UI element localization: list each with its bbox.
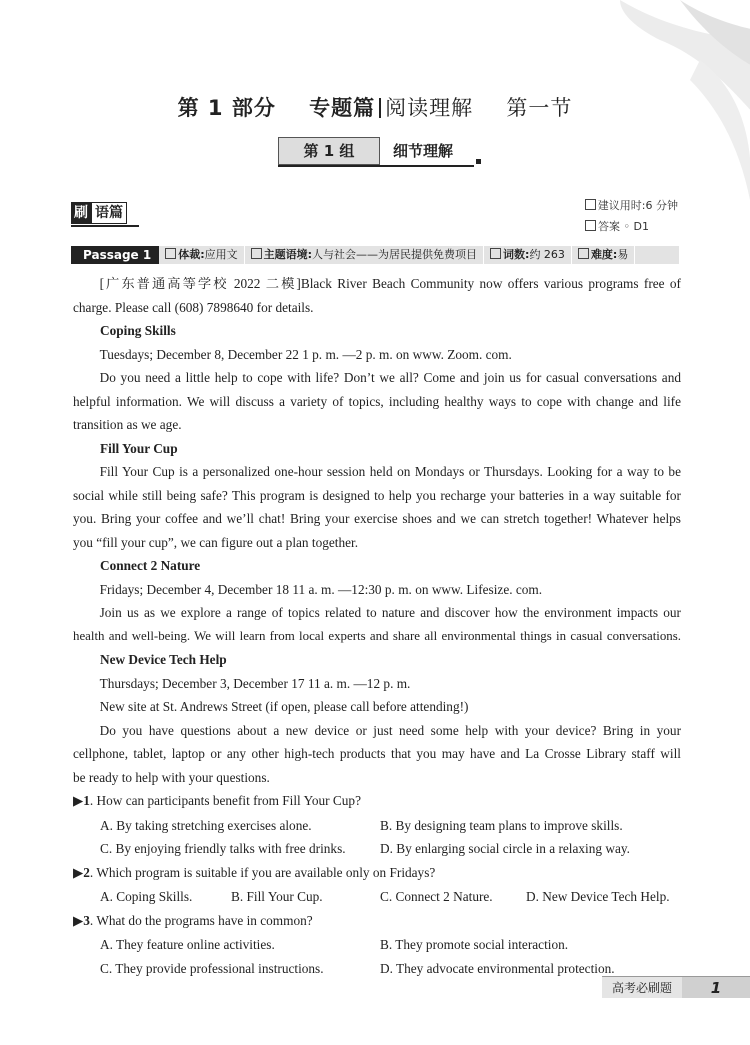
genre-icon [165, 248, 176, 259]
intro-line: [广东普通高等学校 2022 二模]Black River Beach Community now offers various programs free of [99, 276, 681, 291]
q3-options-row2 [73, 957, 681, 981]
option-a[interactable]: A. They feature online activities. [100, 937, 275, 952]
paragraph-line: Fill Your Cup is a personalized one-hour session held on Mondays or Thursdays. Looking for a way to be [99, 464, 681, 479]
paragraph-line: health and well-being. We will learn from local experts and share all environmental things in casual conversations. [73, 628, 681, 643]
section-heading: Connect 2 Nature [100, 558, 201, 573]
section-time: Tuesdays; December 8, December 22 1 p. m. —2 p. m. on www. Zoom. com. [99, 346, 512, 362]
q3-options-row1 [73, 933, 681, 957]
option-c[interactable]: C. Connect 2 Nature. [380, 889, 493, 904]
section-site: New site at St. Andrews Street (if open, please call before attending!) [99, 699, 469, 714]
section-heading: Coping Skills [100, 323, 176, 338]
suggested-time-text: 建议用时:6 分钟 [597, 199, 678, 212]
section-time: Fridays; December 4, December 18 11 a. m. —12:30 p. m. on www. Lifesize. com. [99, 581, 543, 597]
answer-label: 答案 [598, 220, 621, 233]
section-time: Thursdays; December 3, December 17 11 a. m. —12 p. m. [99, 675, 411, 691]
passage-tag: Passage 1 [71, 246, 159, 264]
paragraph-line: helpful information. We will discuss a variety of topics, including healthy ways to cope with change and life [73, 393, 681, 409]
q1-options-row2 [73, 837, 681, 861]
paragraph-line: you “fill your cup”, we can figure out a plan together. [73, 534, 359, 550]
intro-line-2: charge. Please call (608) 7898640 for details. [73, 299, 314, 315]
title-divider [379, 98, 381, 118]
title-topic: 专题篇 [309, 96, 376, 120]
bullet-icon: ◦ [620, 220, 634, 233]
answer-page: D1 [633, 220, 649, 233]
words-cell: 词数:约 263 [484, 246, 572, 264]
option-d[interactable]: D. By enlarging social circle in a relaxing way. [380, 841, 630, 856]
paragraph-line: Do you have questions about a new device or just need some help with your device? Bring in your [99, 722, 681, 738]
group-label: 第 1 组 [278, 137, 380, 165]
difficulty-cell: 难度:易 [572, 246, 635, 264]
section-heading: Fill Your Cup [100, 440, 178, 456]
book-title: 高考必刷题 [602, 976, 682, 998]
group-subtitle: 细节理解 [392, 142, 453, 160]
page-title [0, 92, 750, 122]
group-underline [278, 165, 474, 167]
badge-right: 语篇 [91, 202, 127, 224]
section-heading: New Device Tech Help [100, 652, 227, 667]
answer-ref [585, 218, 649, 234]
paragraph-line: cellphone, tablet, laptop or any other high-tech products that you may have and La Crosse Library staff will [73, 746, 681, 761]
suggested-time [585, 197, 678, 213]
group-dot [476, 159, 481, 164]
difficulty-icon [578, 248, 589, 259]
option-a[interactable]: A. Coping Skills. [100, 889, 193, 904]
badge-underline [71, 225, 139, 227]
option-a[interactable]: A. By taking stretching exercises alone. [100, 817, 312, 833]
title-section: 阅读理解 [385, 96, 474, 120]
question-3: ▶3. What do the programs have in common? [73, 912, 313, 929]
paragraph-line: you. Bring your coffee and we’ll chat! Bring your exercise shoes and we can stretch together! Whatever helps [73, 511, 681, 526]
badge-left: 刷 [71, 202, 91, 224]
theme-icon [251, 248, 262, 259]
paragraph-line: Join us as we explore a range of topics related to nature and discover how the environment impacts our [99, 605, 681, 620]
q1-options-row1 [73, 814, 681, 838]
option-b[interactable]: B. They promote social interaction. [380, 937, 569, 952]
q2-options [73, 885, 681, 909]
section-badge [71, 202, 127, 224]
genre-cell: 体裁:应用文 [159, 246, 244, 264]
option-c[interactable]: C. They provide professional instructions. [100, 960, 324, 976]
paragraph-line: social while still being safe? This program is designed to help you recharge your batteries in a way suitable for [73, 487, 681, 503]
option-b[interactable]: B. By designing team plans to improve skills. [380, 817, 623, 833]
option-d[interactable]: D. New Device Tech Help. [526, 889, 670, 904]
option-d[interactable]: D. They advocate environmental protection. [380, 960, 615, 976]
title-lesson: 第一节 [506, 96, 573, 120]
question-2: ▶2. Which program is suitable if you are available only on Fridays? [73, 864, 436, 881]
words-icon [490, 248, 501, 259]
question-1: ▶1. How can participants benefit from Fill Your Cup? [73, 793, 361, 809]
option-b[interactable]: B. Fill Your Cup. [231, 889, 323, 904]
title-part: 第 1 部分 [177, 96, 276, 120]
paragraph-line: be ready to help with your questions. [73, 769, 270, 785]
clock-icon [585, 199, 596, 210]
checkbox-icon [585, 220, 596, 231]
page-number: 1 [682, 976, 750, 998]
passage-info-bar [71, 246, 679, 264]
theme-cell: 主题语境:人与社会——为居民提供免费项目 [245, 246, 484, 264]
paragraph-line: transition as we age. [73, 417, 182, 432]
paragraph-line: Do you need a little help to cope with life? Don’t we all? Come and join us for casual conversations and [99, 370, 681, 385]
option-c[interactable]: C. By enjoying friendly talks with free drinks. [100, 841, 346, 856]
source-tag: [广东普通高等学校 2022 二模] [99, 276, 301, 291]
passage-body [73, 272, 681, 980]
page-footer [602, 976, 750, 998]
